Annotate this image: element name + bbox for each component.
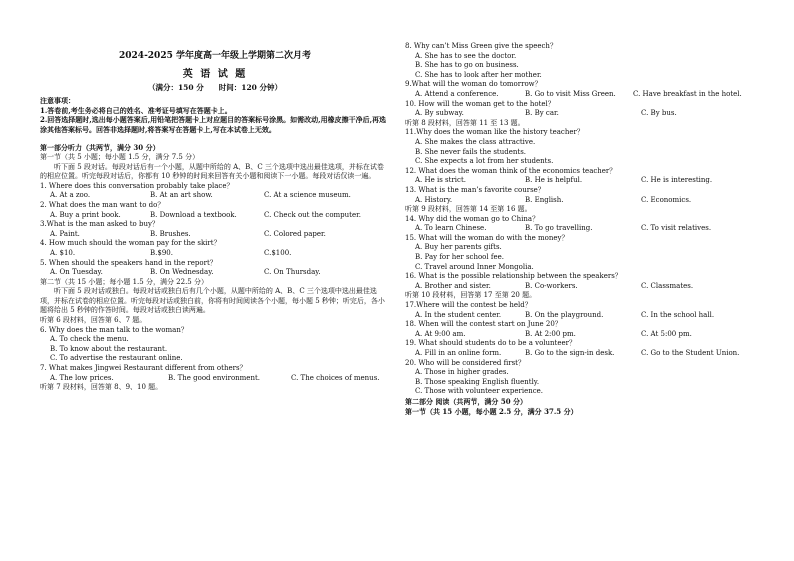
option-c: C. At a science museum.: [264, 191, 351, 200]
question-stem: 5. When should the speakers hand in the report？: [40, 258, 217, 267]
option-b: B. Go to visit Miss Green.: [525, 89, 616, 98]
question-5: [40, 259, 390, 278]
question-stem: 12. What does the woman think of the economics teacher？: [405, 166, 617, 175]
option-a: A. Buy a print book.: [50, 210, 121, 219]
question-stem: 1. Where does this conversation probably take place？: [40, 181, 234, 190]
question-stem: 13. What is the man’s favorite course？: [405, 185, 545, 194]
question-20: [405, 359, 770, 397]
question-3: [40, 220, 390, 239]
notice-item: 2.回答选择题时,选出每小题答案后,用铅笔把答题卡上对应题目的答案标号涂黑。如需改动,用橡皮擦干净后,再选涂其他答案标号。回答非选择题时,将答案写在答题卡上,写在本试卷上无效。: [40, 115, 387, 134]
material-note: 听第 10 段材料，回答第 17 至第 20 题。: [405, 291, 537, 300]
question-stem: 3.What is the man asked to buy？: [40, 220, 159, 229]
option-a: A. Those in higher grades.: [415, 368, 509, 377]
option-a: A. Fill in an online form.: [415, 349, 502, 357]
question-19: [405, 339, 770, 358]
question-stem: 20. Who will be considered first？: [405, 358, 525, 367]
option-a: A. Buy her parents gifts.: [415, 243, 502, 252]
question-7: [40, 364, 390, 383]
question-stem: 15. What will the woman do with the money？: [405, 233, 569, 242]
option-b: B. Download a textbook.: [150, 210, 237, 219]
option-b: B. At 2:00 pm.: [525, 329, 576, 338]
part1-heading: 第一部分听力（共两节，满分 30 分）: [40, 143, 160, 153]
option-a: A. At 9:00 am.: [415, 329, 466, 338]
option-a: A. $10.: [50, 248, 76, 257]
option-a: A. Brother and sister.: [415, 281, 491, 290]
option-c: C. Have breakfast in the hotel.: [633, 89, 742, 98]
question-6: [40, 326, 390, 364]
option-c: C. By bus.: [641, 109, 677, 118]
question-stem: 18. When will the contest start on June 20？: [405, 320, 562, 329]
option-a: A. She makes the class attractive.: [415, 137, 536, 146]
option-c: C. To advertise the restaurant online.: [50, 354, 183, 363]
option-b: B. On the playground.: [525, 310, 604, 319]
option-c: C. Travel around Inner Mongolia.: [415, 262, 534, 271]
question-15: [405, 234, 770, 272]
option-a: A. To learn Chinese.: [415, 224, 487, 233]
question-17: [405, 301, 770, 320]
question-10: [405, 100, 770, 119]
option-a: A. Paint.: [50, 229, 80, 238]
question-stem: 14. Why did the woman go to China？: [405, 214, 540, 223]
option-a: A. By subway.: [415, 109, 464, 118]
option-c: C. In the school hall.: [641, 310, 715, 319]
option-a: A. On Tuesday.: [50, 268, 103, 277]
question-stem: 6. Why does the man talk to the woman？: [40, 325, 188, 334]
question-stem: 17.Where will the contest be held？: [405, 301, 532, 310]
option-b: B. English.: [525, 195, 564, 204]
question-stem: 11.Why does the woman like the history teacher？: [405, 128, 584, 137]
option-b: B. At an art show.: [150, 191, 213, 200]
option-b: B. To know about the restaurant.: [50, 344, 168, 353]
option-b: B. To go travelling.: [525, 224, 593, 233]
notice-heading: 注意事项：: [40, 96, 75, 105]
option-c: C. He is interesting.: [641, 176, 713, 185]
material-note: 听第 9 段材料，回答第 14 至第 16 题。: [405, 205, 532, 214]
question-11: [405, 128, 770, 166]
option-c: C. At 5:00 pm.: [641, 329, 692, 338]
option-c: C. The choices of menus.: [291, 373, 380, 382]
question-stem: 7. What makes Jingwei Restaurant different from others？: [40, 364, 247, 373]
option-c: C. Classmates.: [641, 281, 694, 290]
option-a: A. Attend a conference.: [415, 89, 499, 98]
question-stem: 10. How will the woman get to the hotel？: [405, 99, 555, 108]
option-a: A. She has to see the doctor.: [415, 51, 517, 60]
question-14: [405, 215, 770, 234]
question-stem: 4. How much should the woman pay for the skirt？: [40, 239, 221, 248]
option-b: B. Go to the sign-in desk.: [525, 349, 615, 357]
option-b: B. Brushes.: [150, 229, 191, 238]
option-a: A. History.: [415, 195, 453, 204]
question-stem: 9.What will the woman do tomorrow？: [405, 80, 542, 89]
option-b: B. On Wednesday.: [150, 268, 214, 277]
part2-section1-heading: 第一节（共 15 小题，每小题 2.5 分，满分 37.5 分）: [405, 406, 578, 416]
section1-heading: 第一节（共 5 小题；每小题 1.5 分，满分 7.5 分）: [40, 152, 200, 161]
option-c: C. Colored paper.: [264, 229, 326, 238]
question-13: [405, 186, 770, 205]
option-c: C. Those with volunteer experience.: [415, 387, 544, 396]
exam-title: 2024-2025 学年度高一年级上学期第二次月考: [119, 51, 311, 61]
question-12: [405, 167, 770, 186]
exam-subject: 英 语 试 题: [182, 69, 248, 80]
option-b: B. Those speaking English fluently.: [415, 377, 540, 386]
question-1: [40, 182, 390, 201]
option-c: C. To visit relatives.: [641, 224, 712, 233]
option-b: B.$90.: [150, 248, 173, 257]
option-c: C. Economics.: [641, 195, 692, 204]
question-9: [405, 80, 770, 99]
option-b: B. Pay for her school fee.: [415, 253, 504, 262]
question-stem: 19. What should students do to be a volunteer？: [405, 339, 577, 348]
right-column: [405, 0, 770, 416]
question-stem: 16. What is the possible relationship between the speakers？: [405, 272, 622, 281]
section1-instructions: 听下面 5 段对话。每段对话后有一个小题，从题中所给的 A、B、C 三个选项中选出最佳选项，并标在试卷的相应位置。听完每段对话后，你都有 10 秒钟的时间来回答有关小题和阅读下一小题。每段对话仅读一遍。: [40, 162, 384, 181]
left-column: [40, 0, 390, 393]
option-b: B. The good environment.: [168, 373, 260, 382]
option-a: A. At a zoo.: [50, 191, 91, 200]
material-note: 听第 6 段材料，回答第 6、7 题。: [40, 316, 147, 325]
option-b: B. By car.: [525, 109, 559, 118]
option-c: C. Go to the Student Union.: [641, 349, 740, 357]
notice-item: 1.答卷前,考生务必将自己的姓名、准考证号填写在答题卡上。: [40, 105, 232, 115]
option-c: C. She has to look after her mother.: [415, 70, 542, 79]
section2-instructions: 听下面 5 段对话或独白。每段对话或独白后有几个小题，从题中所给的 A、B、C 三个选项中选出最佳选项，并标在试卷的相应位置。听完每段对话或独白前，你将有时间阅读各个小题，每小题 5 秒钟；听完后，各小题将给出 5 秒钟的作答时间。每段对话或独白读两遍。: [40, 287, 385, 315]
option-a: A. In the student center.: [415, 310, 502, 319]
question-stem: 2. What does the man want to do？: [40, 200, 165, 209]
question-8: [405, 42, 770, 80]
option-b: B. She has to go on business.: [415, 61, 519, 70]
material-note: 听第 8 段材料，回答第 11 至 13 题。: [405, 118, 525, 127]
question-4: [40, 239, 390, 258]
option-b: B. Co-workers.: [525, 281, 578, 290]
option-a: A. The low prices.: [50, 373, 114, 382]
option-c: C. Check out the computer.: [264, 210, 361, 219]
part2-heading: 第二部分 阅读（共两节，满分 50 分）: [405, 396, 528, 406]
question-2: [40, 201, 390, 220]
option-a: A. He is strict.: [415, 176, 466, 185]
exam-meta: （满分：150 分 时间：120 分钟）: [147, 83, 283, 92]
question-16: [405, 272, 770, 291]
option-c: C.$100.: [264, 248, 292, 257]
option-b: B. She never fails the students.: [415, 147, 527, 156]
section2-heading: 第二节（共 15 小题；每小题 1.5 分，满分 22.5 分）: [40, 277, 208, 286]
option-a: A. To check the menu.: [50, 335, 129, 344]
question-stem: 8. Why can’t Miss Green give the speech？: [405, 42, 557, 50]
option-c: C. On Thursday.: [264, 268, 321, 277]
option-b: B. He is helpful.: [525, 176, 583, 185]
question-18: [405, 320, 770, 339]
material-note: 听第 7 段材料，回答第 8、9、10 题。: [40, 383, 163, 392]
option-c: C. She expects a lot from her students.: [415, 157, 554, 166]
